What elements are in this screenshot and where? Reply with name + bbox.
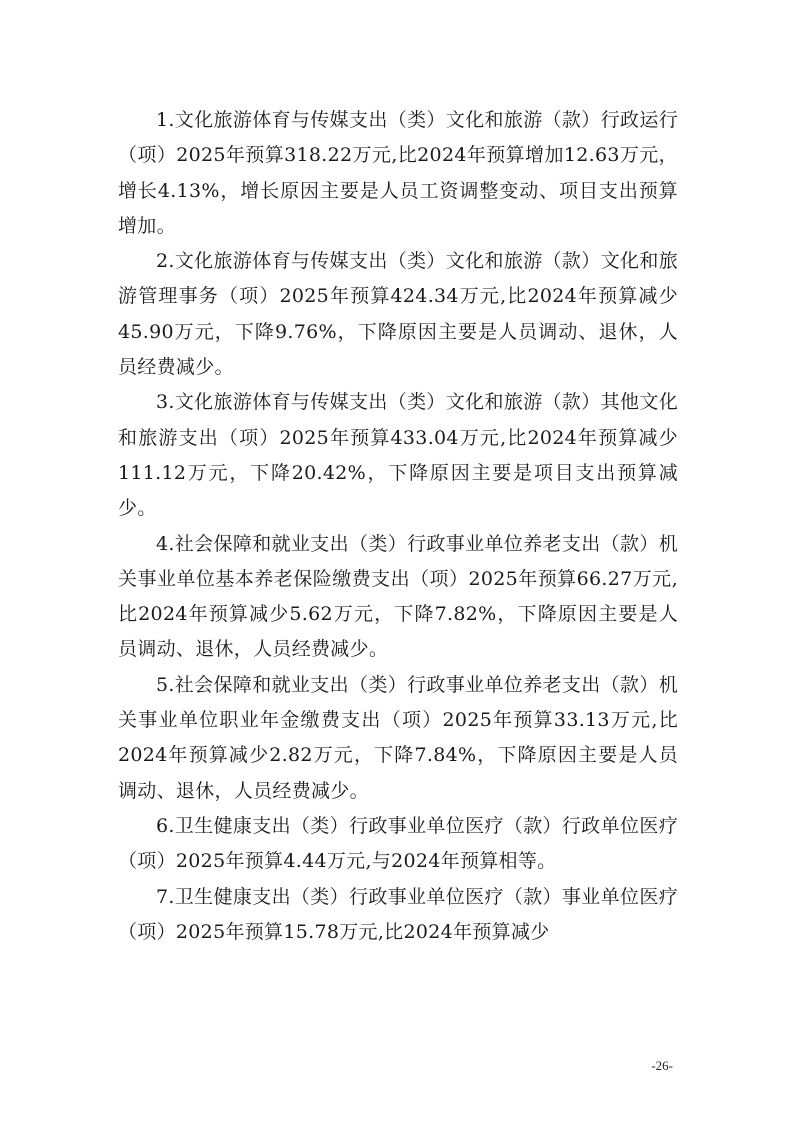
paragraph-2: 2.文化旅游体育与传媒支出（类）文化和旅游（款）文化和旅游管理事务（项）2025年预算424.34万元,比2024年预算减少45.90万元，下降9.76%，下降原因主要是人员调动、退休，人员经费减少。 [118, 250, 678, 379]
body-text [118, 103, 678, 950]
paragraph-6: 6.卫生健康支出（类）行政事业单位医疗（款）行政单位医疗（项）2025年预算4.44万元,与2024年预算相等。 [118, 814, 678, 873]
paragraph-5: 5.社会保障和就业支出（类）行政事业单位养老支出（款）机关事业单位职业年金缴费支出（项）2025年预算33.13万元,比2024年预算减少2.82万元，下降7.84%，下降原因主要是人员调动、退休，人员经费减少。 [118, 673, 678, 802]
paragraph-3: 3.文化旅游体育与传媒支出（类）文化和旅游（款）其他文化和旅游支出（项）2025年预算433.04万元,比2024年预算减少111.12万元，下降20.42%，下降原因主要是项目支出预算减少。 [118, 391, 678, 520]
paragraph-1: 1.文化旅游体育与传媒支出（类）文化和旅游（款）行政运行（项）2025年预算318.22万元,比2024年预算增加12.63万元，增长4.13%，增长原因主要是人员工资调整变动、项目支出预算增加。 [118, 109, 678, 237]
paragraph-4: 4.社会保障和就业支出（类）行政事业单位养老支出（款）机关事业单位基本养老保险缴费支出（项）2025年预算66.27万元,比2024年预算减少5.62万元，下降7.82%，下降原因主要是人员调动、退休，人员经费减少。 [118, 532, 678, 661]
paragraph-7: 7.卫生健康支出（类）行政事业单位医疗（款）事业单位医疗（项）2025年预算15.78万元,比2024年预算减少 [118, 885, 678, 943]
page-number: -26- [651, 1058, 673, 1073]
